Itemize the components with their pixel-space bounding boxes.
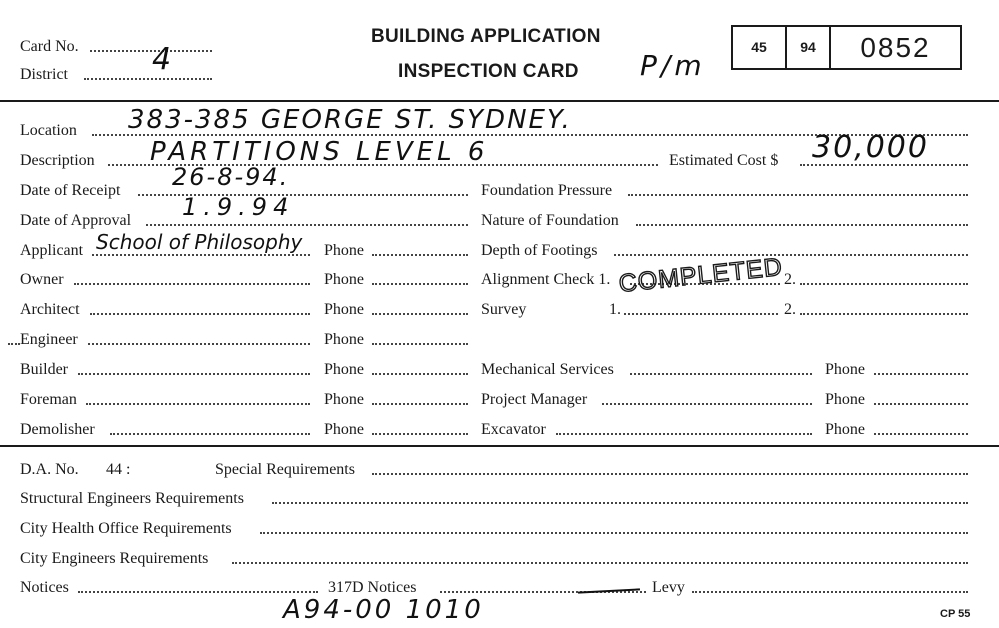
depth-footings-line (614, 254, 968, 256)
district-value: 4 (152, 42, 174, 77)
demolisher-phone-label: Phone (324, 421, 364, 438)
card-number-box (731, 25, 962, 70)
mechanical-phone-line (874, 373, 968, 375)
engineer-line (88, 343, 310, 345)
foreman-phone-label: Phone (324, 391, 364, 408)
excavator-phone-line (874, 433, 968, 435)
card-no-line (90, 50, 212, 52)
card-number: 0852 (860, 32, 931, 63)
owner-phone-line (372, 283, 468, 285)
applicant-label: Applicant (20, 242, 84, 259)
builder-phone-label: Phone (324, 361, 364, 378)
district-label: District (20, 66, 68, 83)
application-number: A94-00 1010 (283, 595, 484, 625)
date-approval-value: 1.9.94 (182, 193, 295, 221)
project-manager-line (602, 403, 812, 405)
completed-stamp: COMPLETED (617, 252, 785, 298)
notices-label: Notices (20, 579, 69, 596)
date-receipt-label: Date of Receipt (20, 182, 121, 199)
foreman-line (86, 403, 310, 405)
depth-footings-label: Depth of Footings (481, 242, 598, 259)
excavator-phone-label: Phone (825, 421, 865, 438)
architect-phone-line (372, 313, 468, 315)
engineer-phone-line (372, 343, 468, 345)
applicant-phone-line (372, 254, 468, 256)
description-value: PARTITIONS LEVEL 6 (150, 137, 489, 167)
city-eng-line (232, 562, 968, 564)
box-cell-1: 45 (751, 39, 767, 55)
foundation-pressure-label: Foundation Pressure (481, 182, 613, 199)
special-req-line (372, 473, 968, 475)
date-receipt-value: 26-8-94. (172, 163, 290, 191)
structural-label: Structural Engineers Requirements (20, 490, 244, 507)
levy-label: Levy (652, 579, 685, 596)
alignment-check-line-2 (800, 283, 968, 285)
engineer-lead-dots (8, 343, 20, 345)
survey-1-label: 1. (609, 301, 621, 318)
district-line (84, 78, 212, 80)
architect-phone-label: Phone (324, 301, 364, 318)
owner-phone-label: Phone (324, 271, 364, 288)
applicant-phone-label: Phone (324, 242, 364, 259)
mechanical-phone-label: Phone (825, 361, 865, 378)
project-manager-phone-label: Phone (825, 391, 865, 408)
survey-2-label: 2. (784, 301, 796, 318)
excavator-line (556, 433, 812, 435)
nature-foundation-label: Nature of Foundation (481, 212, 619, 229)
architect-line (90, 313, 310, 315)
notices-line (78, 591, 318, 593)
mechanical-label: Mechanical Services (481, 361, 614, 378)
estimated-cost-label: Estimated Cost $ (669, 152, 779, 169)
project-manager-label: Project Manager (481, 391, 588, 408)
builder-phone-line (372, 373, 468, 375)
demolisher-line (110, 433, 310, 435)
architect-label: Architect (20, 301, 80, 318)
date-approval-line (146, 224, 468, 226)
nature-foundation-line (636, 224, 968, 226)
mechanical-line (630, 373, 812, 375)
da-no-value: 44 : (106, 461, 131, 478)
alignment-check-2-label: 2. (784, 271, 796, 288)
special-req-label: Special Requirements (215, 461, 355, 478)
alignment-check-label: Alignment Check 1. (481, 271, 611, 288)
title-line2: INSPECTION CARD (398, 61, 579, 82)
date-approval-label: Date of Approval (20, 212, 132, 229)
health-line (260, 532, 968, 534)
footer-divider (0, 445, 999, 447)
engineer-phone-label: Phone (324, 331, 364, 348)
city-eng-label: City Engineers Requirements (20, 550, 209, 567)
demolisher-phone-line (372, 433, 468, 435)
owner-label: Owner (20, 271, 64, 288)
header-divider (0, 100, 999, 102)
foreman-label: Foreman (20, 391, 77, 408)
builder-label: Builder (20, 361, 68, 378)
levy-line (692, 591, 968, 593)
survey-line-1 (624, 313, 778, 315)
builder-line (78, 373, 310, 375)
handwritten-pm-mark: P/m (640, 49, 706, 82)
engineer-label: Engineer (20, 331, 78, 348)
foundation-pressure-line (628, 194, 968, 196)
location-label: Location (20, 122, 77, 139)
survey-line-2 (800, 313, 968, 315)
structural-line (272, 502, 968, 504)
project-manager-phone-line (874, 403, 968, 405)
owner-line (74, 283, 310, 285)
applicant-value: School of Philosophy (96, 230, 303, 254)
location-value: 383-385 GEORGE ST. SYDNEY. (128, 105, 572, 135)
title-line1: BUILDING APPLICATION (371, 26, 601, 47)
health-label: City Health Office Requirements (20, 520, 232, 537)
survey-label: Survey (481, 301, 527, 318)
foreman-phone-line (372, 403, 468, 405)
card-no-label: Card No. (20, 38, 79, 55)
da-no-label: D.A. No. (20, 461, 79, 478)
description-label: Description (20, 152, 95, 169)
notices-317d-label: 317D Notices (328, 579, 417, 596)
box-cell-2: 94 (800, 39, 816, 55)
form-code: CP 55 (940, 608, 971, 620)
excavator-label: Excavator (481, 421, 546, 438)
demolisher-label: Demolisher (20, 421, 95, 438)
estimated-cost-value: 30,000 (812, 130, 929, 165)
